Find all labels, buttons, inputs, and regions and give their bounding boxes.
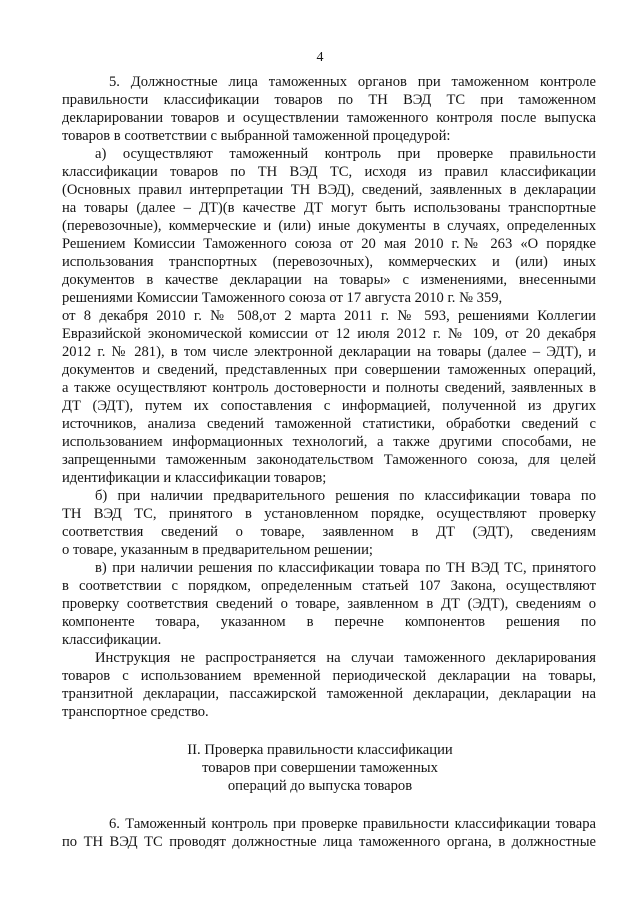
text-line: классификации товаров по ТН ВЭД ТС, исходя из правил классификации (62, 164, 596, 180)
text-line: использования транспортных (перевозочных), коммерческих и (или) иных (62, 254, 596, 270)
text-line: (перевозочные), коммерческие и (или) иные документы в случаях, определенных (62, 218, 596, 234)
text-line: Решением Комиссии Таможенного союза от 20 мая 2010 г.№ 263 «О порядке (62, 236, 596, 252)
text-line: идентификации и классификации товаров; (62, 470, 327, 486)
text-line: от 8 декабря 2010 г. № 508,от 2 марта 2011 г. № 593, решениями Коллегии (62, 308, 596, 324)
text-line: проверку соответствия сведений о товаре, заявленном в ДТ (ЭДТ), сведениям о (62, 596, 596, 612)
text-line: 5. Должностные лица таможенных органов при таможенном контроле (109, 74, 596, 90)
text-line: 2012 г. № 281), в том числе электронной декларации на товары (далее – ЭДТ), и (62, 344, 596, 360)
text-line: документов и сведений, представленных при совершении таможенных операций, (62, 362, 596, 378)
text-line: о товаре, указанным в предварительном решении; (62, 542, 373, 558)
text-line: транспортное средство. (62, 704, 209, 720)
section-heading-line: операций до выпуска товаров (227, 778, 413, 794)
text-line: товаров с использованием временной периодической декларации на товары, (62, 668, 596, 684)
text-line: в соответствии с порядком, определенным статьей 107 Закона, осуществляют (62, 578, 596, 594)
text-line: Евразийской экономической комиссии от 12 июля 2012 г. № 109, от 20 декабря (62, 326, 596, 342)
page-number: 4 (316, 50, 324, 65)
text-line: соответствия сведений о товаре, заявленном в ДТ (ЭДТ), сведениям (62, 524, 596, 540)
text-line: транзитной декларации, пассажирской таможенной декларации, декларации на (62, 686, 596, 702)
text-line: в) при наличии решения по классификации товара по ТН ВЭД ТС, принятого (95, 560, 596, 576)
text-line: товаров в соответствии с выбранной таможенной процедурой: (62, 128, 451, 144)
section-heading-line: товаров при совершении таможенных (202, 760, 438, 776)
text-line: классификации. (62, 632, 162, 648)
text-line: 6. Таможенный контроль при проверке правильности классификации товара (109, 816, 596, 832)
text-line: ДТ (ЭДТ), путем их сопоставления с информацией, полученной из других (62, 398, 596, 414)
text-line: на товары (далее – ДТ)(в качестве ДТ могут быть использованы транспортные (62, 200, 596, 216)
text-line: б) при наличии предварительного решения по классификации товара по (95, 488, 596, 504)
text-line: документов в качестве декларации на товары» с изменениями, внесенными (62, 272, 596, 288)
text-line: а) осуществляют таможенный контроль при проверке правильности (95, 146, 596, 162)
text-line: источников, анализа сведений таможенной статистики, обработки сведений с (62, 416, 596, 432)
text-line: декларировании товаров и осуществлении таможенного контроля после выпуска (62, 110, 596, 126)
text-line: компоненте товара, указанном в перечне компонентов решения по (62, 614, 596, 630)
text-line: по ТН ВЭД ТС проводят должностные лица таможенного органа, в должностные (62, 834, 596, 850)
text-line: использованием информационных технологий, а также другими способами, не (62, 434, 596, 450)
text-line: а также осуществляют контроль достоверности и полноты сведений, заявленных в (62, 380, 596, 396)
text-line: ТН ВЭД ТС, принятого в установленном порядке, осуществляют проверку (62, 506, 596, 522)
section-heading-line: II. Проверка правильности классификации (187, 742, 453, 758)
text-line: запрещенными таможенным законодательством Таможенного союза, для целей (62, 452, 596, 468)
text-line: (Основных правил интерпретации ТН ВЭД), сведений, заявленных в декларации (62, 182, 596, 198)
text-line: правильности классификации товаров по ТН ВЭД ТС при таможенном (62, 92, 596, 108)
text-line: Инструкция не распространяется на случаи таможенного декларирования (95, 650, 596, 666)
text-line: решениями Комиссии Таможенного союза от 17 августа 2010 г. № 359, (62, 290, 503, 306)
